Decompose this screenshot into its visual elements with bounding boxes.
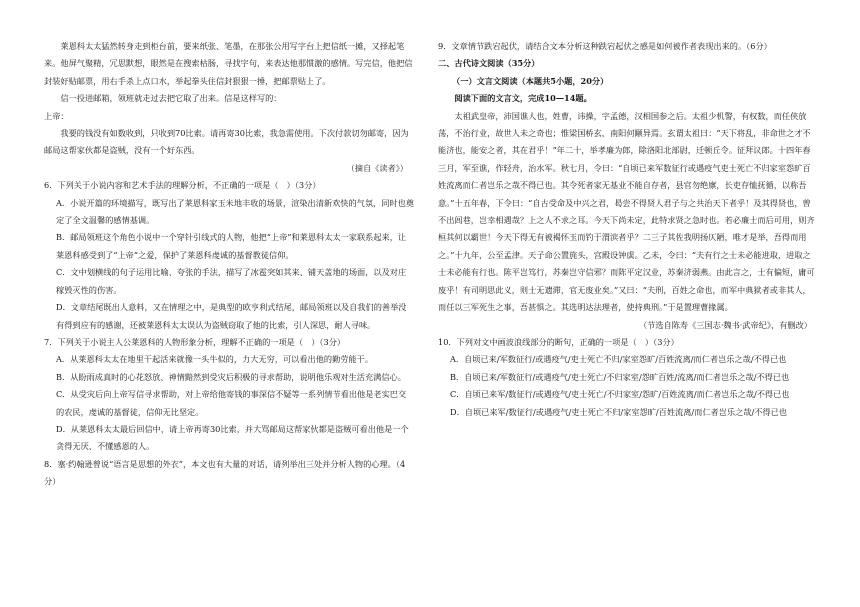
question-7-option-a: A．从莱恩科太太在地里干起活来就像一头牛似的，力大无穷，可以看出他的勤劳能干。 bbox=[56, 354, 374, 365]
story-paragraph: 信一投进邮箱，领班就走过去把它取了出来。信是这样写的： bbox=[60, 93, 282, 104]
reading-instruction: 阅读下面的文言文，完成10—14题。 bbox=[454, 93, 592, 104]
question-7-option-d: D．从莱恩科太太最后回信中，请上帝再寄30比索，并大骂邮局这帮家伙都是盗贼可看出他是一个贪得无厌、不懂感恩的人。 bbox=[56, 423, 409, 452]
classical-passage: 太祖武皇帝，沛国谯人也，姓曹，讳操，字孟德，汉相国参之后。太祖少机警，有权数，而任侠放荡，不治行业，故世人未之奇也；惟梁国桥玄，南阳何颙异焉。玄谓太祖曰：“天下将乱，非命世之才不能济也，能安之者，其在君乎！”年二十，举孝廉为郎，除洛阳北部尉，迁顿丘令。征拜议郎。十四年春三月，军至谯，作轻舟，治水军。秋七月，令曰：“自顷已来军数征行或遇疫气吏士死亡不归家室怨旷百姓流离而仁者岂乐之哉不得已也。其令死者家无基业不能自存者，县官勿绝廪，长吏存恤抚循，以称吾意。”十五年春，下令曰：“自古受命及中兴之君，曷尝不得贤人君子与之共治天下者乎！及其得贤也，曾不出闾巷，岂幸相遇哉？上之人不求之耳。今天下尚未定，此特求贤之急时也。若必廉士而后可用，则齐桓其何以霸世！今天下得无有被褐怀玉而钓于渭滨者乎？二三子其佐我明扬仄陋，唯才是举，吾得而用之。”十九年，公至孟津。天子命公置旄头，宫殿设钟虡。乙未，令曰：“夫有行之士未必能进取，进取之士未必能有行也。陈平岂笃行，苏秦岂守信邪？而陈平定汉业，苏秦济弱燕。由此言之，士有偏短，庸可废乎！有司明思此义，则士无遗滞，官无废业矣。”又曰：“夫刑，百姓之命也，而军中典狱者或非其人，而任以三军死生之事，吾甚惧之。其选明达法理者，使持典刑。”于是置理曹掾属。 bbox=[438, 110, 815, 313]
question-10-stem: 10．下列对文中画波浪线部分的断句，正确的一项是（ ）（3分） bbox=[438, 336, 679, 347]
question-8-stem: 8．塞·约翰逊曾说“语言是思想的外衣”，本文也有大量的对话，请列举出三处并分析人物的心理。（4分） bbox=[44, 458, 406, 487]
question-6-stem: 6．下列关于小说内容和艺术手法的理解分析，不正确的一项是（ ）（3分） bbox=[44, 180, 321, 191]
question-10-option-c: C．自顷已来军/数征行/或遇疫气/吏士死亡/不归家室/怨旷/百姓流离/而仁者岂乐之哉/不得已也 bbox=[450, 389, 790, 400]
story-source: （摘自《读者》） bbox=[346, 162, 408, 173]
question-6-option-c: C．文中划横线的句子运用比喻、夸张的手法，描写了冰雹突如其来、铺天盖地的场面，以及对庄稼毁灭性的伤害。 bbox=[56, 267, 407, 295]
section-2-subheading: （一）文言文阅读（本题共5小题，20分） bbox=[452, 75, 609, 86]
question-10-option-a: A．自顷已来/军数征行/或遇疫气/吏士死亡不归/家室怨旷/百姓流离/而仁者岂乐之哉/不得已也 bbox=[450, 354, 787, 365]
passage-source: （节选自陈寿《三国志·魏书·武帝纪》，有删改） bbox=[638, 319, 812, 330]
question-6-option-d: D．文章结尾既出人意料，又在情理之中，是典型的欧亨利式结尾，邮局领班以及自我们的善举没有得到应有的感谢，还被莱恩科太太误认为盗贼窃取了他的比索，引人深思，耐人寻味。 bbox=[56, 302, 407, 330]
story-paragraph: 莱恩科太太猛然转身走到柜台前，要来纸张、笔墨，在那张公用写字台上把信纸一摊，又择起笔来。他屏气聚精，冗思默想，眼然是在搜索枯肠，寻找字句，来表达他那惯激的感情。写完信，他把信封装好贴邮票，用右手杀上点口水，举起拳头住信封狠狠一捶，把邮票贴上了。 bbox=[44, 41, 413, 86]
right-column bbox=[438, 38, 818, 421]
question-9-stem: 9．文章情节跌宕起伏，请结合文本分析这种跌宕起伏之感是如何被作者表现出来的。（6分） bbox=[438, 41, 772, 51]
section-2-heading: 二、古代诗文阅读（35分） bbox=[438, 58, 540, 69]
letter-body: 我要的钱没有如数收到，只收到70比索。请再寄30比索，我急需使用。下次付款切勿邮寄，因为邮局这帮家伙都是盗贼，没有一个好东西。 bbox=[44, 128, 409, 156]
question-10-option-d: D．自顷已来军/数征行/或遇疫气/吏士死亡不归/家室怨旷/百姓流离/而仁者岂乐之哉/不得已也 bbox=[450, 406, 787, 417]
question-6-option-b: B．邮局领班这个角色小说中一个穿针引线式的人物，他把“上帝”和莱恩科太太一家联系起来，让莱恩科感受到了“上帝”之爱，保护了莱恩科虔诚的基督教徒信仰。 bbox=[56, 232, 407, 260]
question-7-option-b: B．从盼雨成真时的心花怒放、神情黯然到受灾后积极的寻求帮助，说明他乐观对生活充满信心。 bbox=[56, 371, 406, 382]
question-7-option-c: C．从受灾后向上帝写信寻求帮助，对上帝给他寄钱的事深信不疑等一系列情节看出他是老实巴交的农民，虔诚的基督徒，信仰无比坚定。 bbox=[56, 389, 407, 417]
letter-salutation: 上帝： bbox=[44, 110, 69, 121]
question-10-option-b: B．自顷已来/军数征行/或遇疫气/吏士死亡/不归家室/怨旷百姓/流离/而仁者岂乐之哉/不得已也 bbox=[450, 371, 790, 382]
left-column bbox=[44, 38, 414, 491]
question-7-stem: 7．下列关于小说主人公莱恩科的人物形象分析，理解不正确的一项是（ ）（3分） bbox=[44, 336, 346, 347]
question-6-option-a: A．小说开篇的环境描写，既写出了莱恩科家玉米地丰收的场景，渲染出清新欢快的气氛，同时也奠定了全文温馨的感情基调。 bbox=[56, 197, 414, 226]
